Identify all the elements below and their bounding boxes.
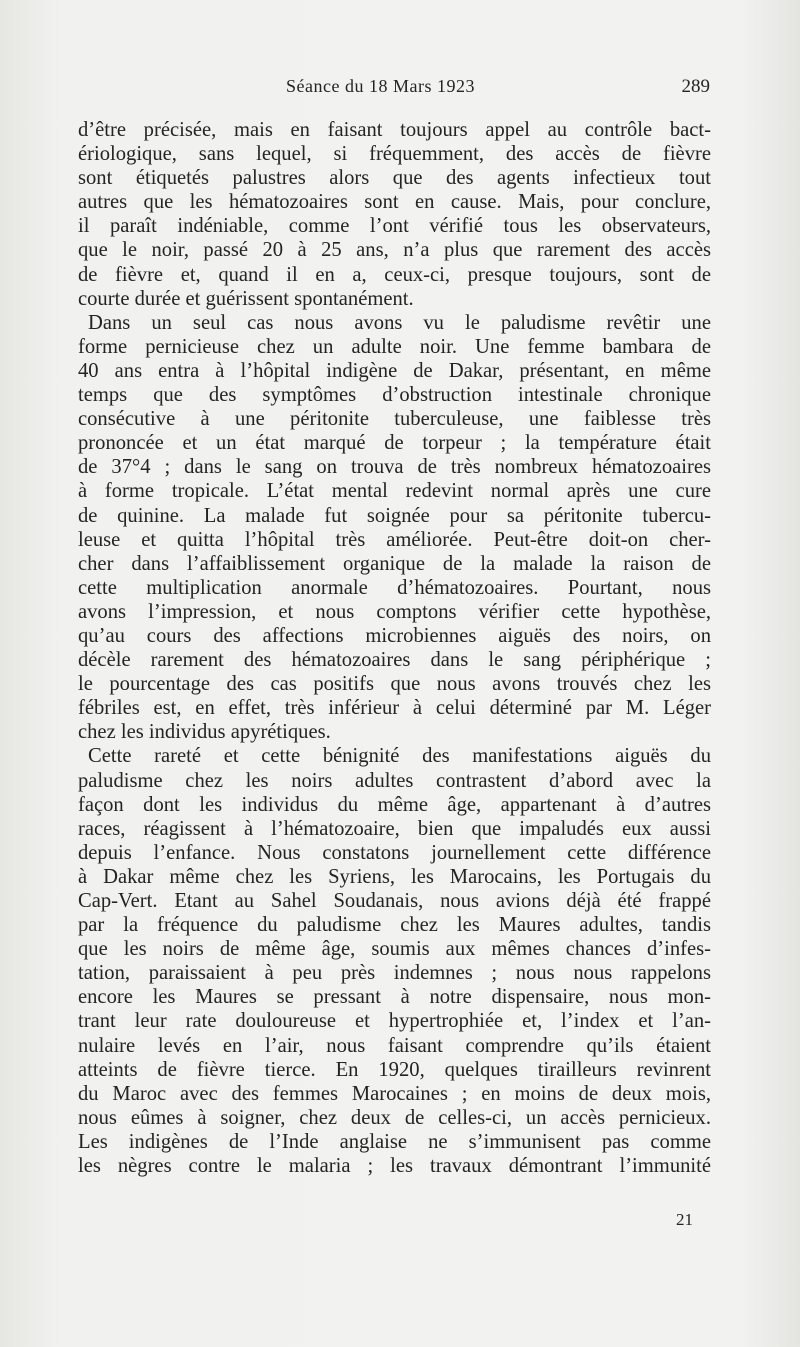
page-number: 289 (681, 76, 710, 97)
text-line: que les noirs de même âge, soumis aux mêmes chances d’infes- (78, 938, 711, 961)
text-line: nulaire levés en l’air, nous faisant comprendre qu’ils étaient (78, 1034, 711, 1057)
text-line: autres que les hématozoaires sont en cause. Mais, pour conclure, (78, 191, 711, 214)
text-line: d’être précisée, mais en faisant toujours appel au contrôle bact- (78, 119, 711, 141)
text-line: depuis l’enfance. Nous constatons journellement cette différence (78, 841, 711, 864)
text-line: avons l’impression, et nous comptons vérifier cette hypothèse, (78, 600, 711, 623)
signature-mark: 21 (676, 1210, 693, 1229)
text-line: paludisme chez les noirs adultes contrastent d’abord avec la (78, 769, 711, 792)
text-line: de fièvre et, quand il en a, ceux-ci, presque toujours, sont de (78, 263, 711, 286)
text-line: prononcée et un état marqué de torpeur ; la température était (78, 432, 711, 455)
text-line: les nègres contre le malaria ; les travaux démontrant l’immunité (78, 1155, 711, 1178)
text-line: cher dans l’affaiblissement organique de la malade la raison de (78, 552, 711, 575)
text-line: encore les Maures se pressant à notre dispensaire, nous mon- (78, 986, 711, 1009)
text-line: qu’au cours des affections microbiennes aiguës des noirs, on (78, 624, 711, 647)
text-line: consécutive à une péritonite tuberculeuse, une faiblesse très (78, 408, 711, 431)
running-title: Séance du 18 Mars 1923 (286, 76, 475, 96)
text-line: façon dont les individus du même âge, appartenant à d’autres (78, 793, 711, 816)
text-line: par la fréquence du paludisme chez les Maures adultes, tandis (78, 914, 711, 937)
text-line: le pourcentage des cas positifs que nous avons trouvés chez les (78, 673, 711, 696)
text-line: de quinine. La malade fut soignée pour sa péritonite tubercu- (78, 504, 711, 527)
text-line: leuse et quitta l’hôpital très améliorée. Peut-être doit-on cher- (78, 528, 711, 551)
page-header (78, 74, 710, 104)
text-line: trant leur rate douloureuse et hypertrophiée et, l’index et l’an- (78, 1010, 711, 1033)
text-line: cette multiplication anormale d’hématozoaires. Pourtant, nous (78, 576, 711, 599)
text-line: de 37°4 ; dans le sang on trouva de très nombreux hématozoaires (78, 456, 711, 479)
text-line: temps que des symptômes d’obstruction intestinale chronique (78, 384, 711, 407)
text-line: sont étiquetés palustres alors que des agents infectieux tout (78, 167, 711, 190)
text-line: fébriles est, en effet, très inférieur à celui déterminé par M. Léger (78, 697, 711, 720)
text-line: Cette rareté et cette bénignité des manifestations aiguës du (88, 745, 711, 768)
text-line: décèle rarement des hématozoaires dans le sang périphérique ; (78, 649, 711, 672)
text-line: à Dakar même chez les Syriens, les Marocains, les Portugais du (78, 865, 711, 888)
text-line: nous eûmes à soigner, chez deux de celles-ci, un accès pernicieux. (78, 1106, 711, 1129)
text-line: il paraît indéniable, comme l’ont vérifié tous les observateurs, (78, 215, 711, 238)
text-line: chez les individus apyrétiques. (78, 721, 331, 744)
text-line: 40 ans entra à l’hôpital indigène de Dakar, présentant, en même (78, 359, 711, 382)
body-text (78, 118, 711, 1178)
text-line: à forme tropicale. L’état mental redevint normal après une cure (78, 480, 711, 503)
text-line: forme pernicieuse chez un adulte noir. Une femme bambara de (78, 335, 711, 358)
text-line: races, réagissent à l’hématozoaire, bien que impaludés eux aussi (78, 817, 711, 840)
text-line: atteints de fièvre tierce. En 1920, quelques tirailleurs revinrent (78, 1058, 711, 1081)
text-line: tation, paraissaient à peu près indemnes ; nous nous rappelons (78, 962, 711, 985)
text-line: Les indigènes de l’Inde anglaise ne s’immunisent pas comme (78, 1130, 711, 1153)
text-line: Cap-Vert. Etant au Sahel Soudanais, nous avions déjà été frappé (78, 890, 711, 912)
text-line: ériologique, sans lequel, si fréquemment, des accès de fièvre (78, 143, 711, 166)
text-line: que le noir, passé 20 à 25 ans, n’a plus que rarement des accès (78, 239, 711, 262)
text-line: Dans un seul cas nous avons vu le paludisme revêtir une (88, 311, 711, 334)
text-line: courte durée et guérissent spontanément. (78, 287, 414, 310)
text-line: du Maroc avec des femmes Marocaines ; en moins de deux mois, (78, 1082, 711, 1105)
